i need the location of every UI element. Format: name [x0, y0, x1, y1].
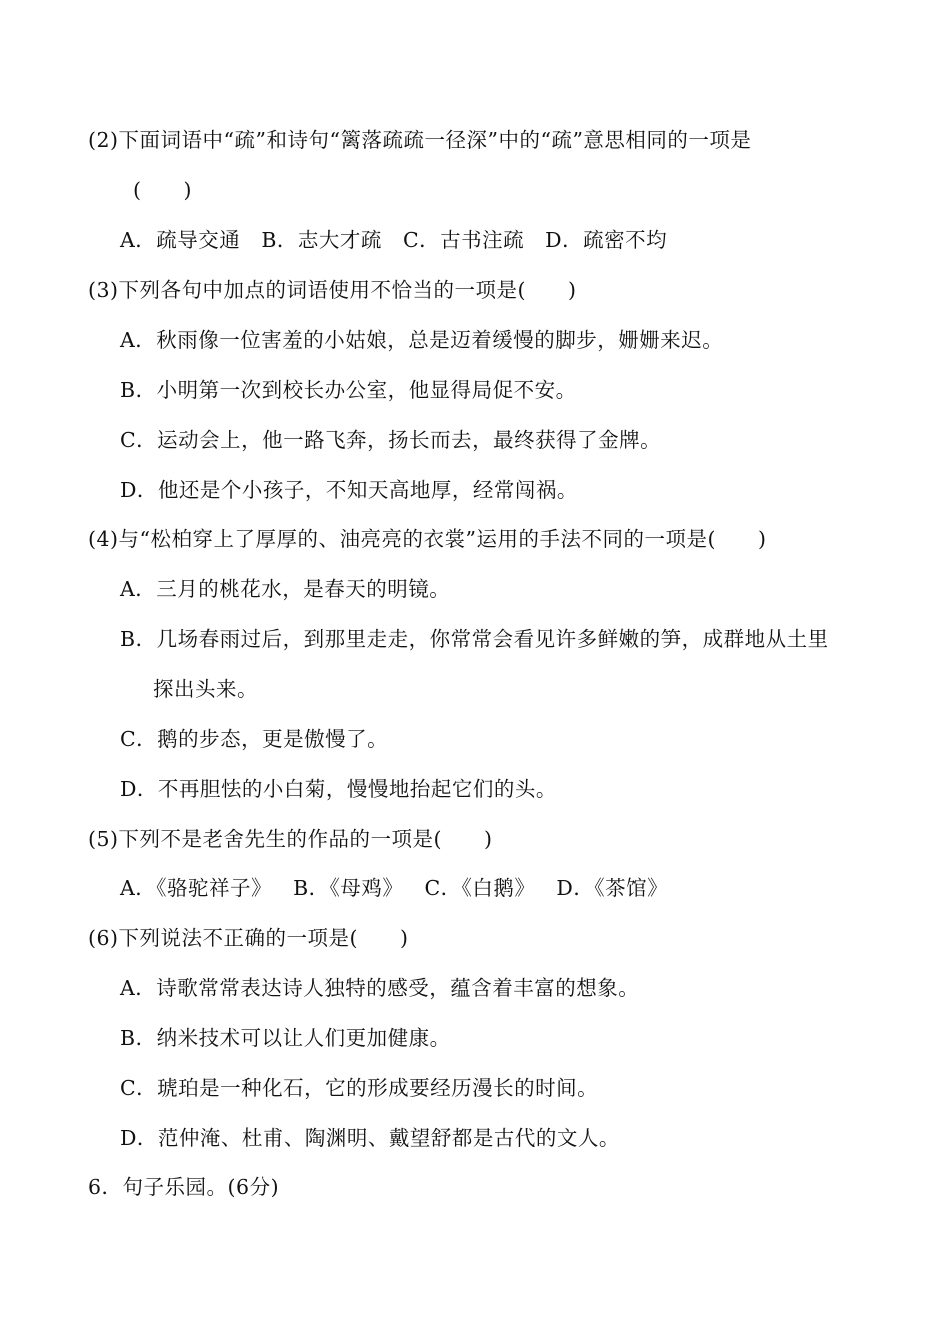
- question-4-stem: (4)与“松柏穿上了厚厚的、油亮亮的衣裳”运用的手法不同的一项是( ): [88, 527, 767, 551]
- question-6-option-b: B．纳米技术可以让人们更加健康。: [120, 1026, 451, 1050]
- question-5-stem: (5)下列不是老舍先生的作品的一项是( ): [88, 827, 493, 851]
- question-6-option-a: A．诗歌常常表达诗人独特的感受，蕴含着丰富的想象。: [120, 976, 640, 1000]
- question-3-option-c: C．运动会上，他一路飞奔，扬长而去，最终获得了金牌。: [120, 428, 662, 452]
- question-5-option-c: C．《白鹅》: [424, 876, 536, 900]
- question-3-option-b: B．小明第一次到校长办公室，他显得局促不安。: [120, 378, 577, 402]
- question-2-option-b: B．志大才疏: [261, 228, 382, 252]
- question-3-option-d: D．他还是个小孩子，不知天高地厚，经常闯祸。: [120, 478, 578, 502]
- question-6-stem: (6)下列说法不正确的一项是( ): [88, 926, 409, 950]
- question-6-option-c: C．琥珀是一种化石，它的形成要经历漫长的时间。: [120, 1076, 599, 1100]
- question-2-options: [120, 226, 667, 254]
- question-5-options: [120, 874, 668, 902]
- question-2-option-a: A．疏导交通: [120, 228, 241, 252]
- question-4-option-c: C．鹅的步态，更是傲慢了。: [120, 727, 389, 751]
- question-5-option-a: A．《骆驼祥子》: [120, 876, 273, 900]
- question-2-option-c: C．古书注疏: [402, 228, 525, 252]
- question-3-stem: (3)下列各句中加点的词语使用不恰当的一项是( ): [88, 278, 577, 302]
- question-2-option-d: D．疏密不均: [545, 228, 668, 252]
- section-6-heading: 6．句子乐园。(6分): [88, 1175, 280, 1199]
- question-4-option-b-continuation: 探出头来。: [153, 677, 258, 701]
- question-5-option-b: B．《母鸡》: [293, 876, 404, 900]
- question-4-option-a: A．三月的桃花水，是春天的明镜。: [120, 577, 451, 601]
- question-6-option-d: D．范仲淹、杜甫、陶渊明、戴望舒都是古代的文人。: [120, 1126, 620, 1150]
- question-2-answer-blank: ( ): [133, 178, 192, 202]
- question-2-stem: (2)下面词语中“疏”和诗句“篱落疏疏一径深”中的“疏”意思相同的一项是: [88, 128, 752, 152]
- question-3-option-a: A．秋雨像一位害羞的小姑娘，总是迈着缓慢的脚步，姗姗来迟。: [120, 328, 724, 352]
- question-4-option-d: D．不再胆怯的小白菊，慢慢地抬起它们的头。: [120, 777, 557, 801]
- question-4-option-b: B．几场春雨过后，到那里走走，你常常会看见许多鲜嫩的笋，成群地从土里: [120, 627, 829, 651]
- question-5-option-d: D．《茶馆》: [556, 876, 669, 900]
